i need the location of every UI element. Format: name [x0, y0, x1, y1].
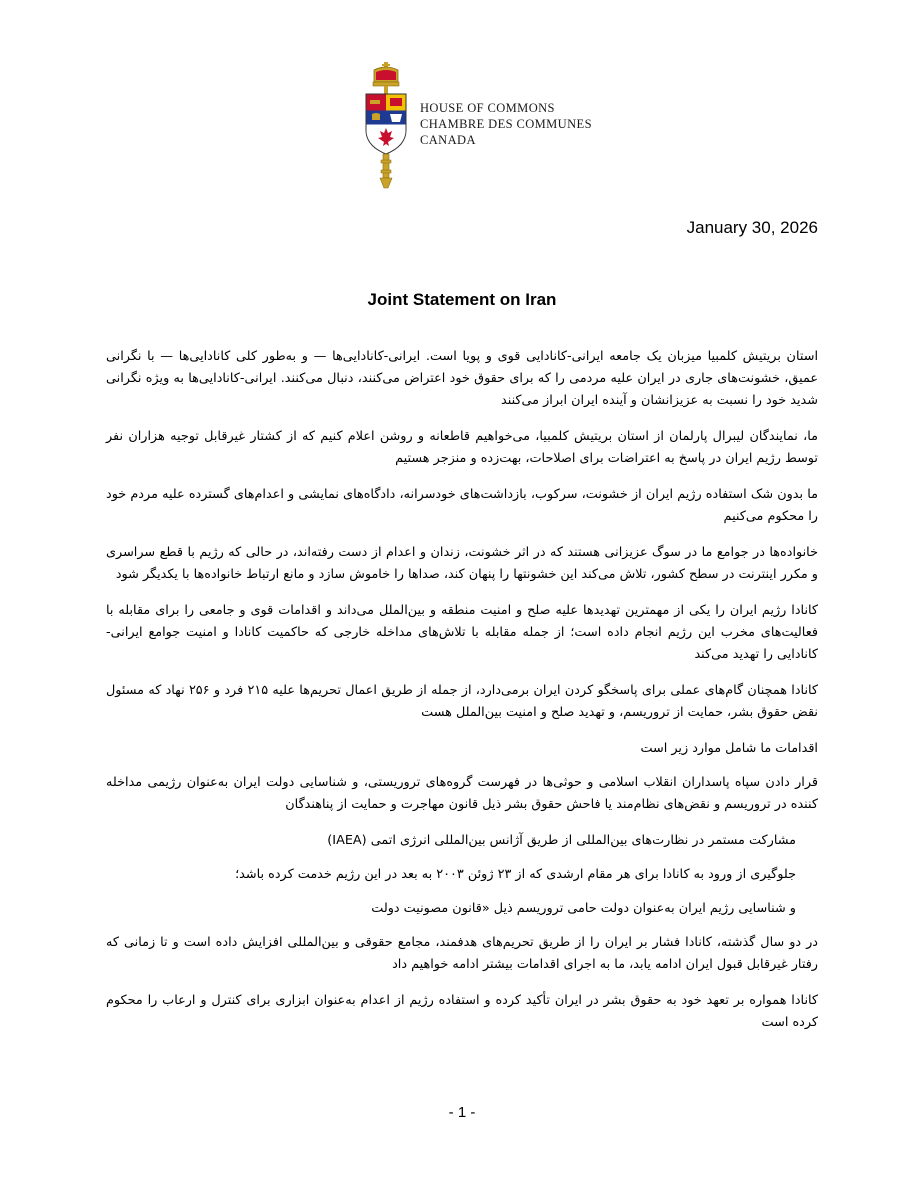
- crown-icon: [373, 62, 399, 86]
- paragraph-human-rights: کانادا همواره بر تعهد خود به حقوق بشر در ایران تأکید کرده و استفاده رژیم از اعدام به‌عنوان ابزاری برای کنترل و ارعاب را محکوم کرده است: [106, 993, 818, 1030]
- paragraph-condemnation: ما بدون شک استفاده رژیم ایران از خشونت، سرکوب، بازداشت‌های خودسرانه، دادگاه‌های نمایشی و اعدام‌های گسترده علیه مردم خود را محکوم می‌کنیم: [106, 487, 818, 524]
- house-of-commons-crest-icon: [358, 60, 420, 190]
- paragraph-pressure: در دو سال گذشته، کانادا فشار بر ایران را از طریق تحریم‌های هدفمند، مجامع حقوقی و بین‌المللی افزایش داده است و تا زمانی که رفتار غیرقابل قبول ایران ادامه یابد، ما به اجرای اقدامات بیشتر ادامه خواهیم داد: [106, 935, 818, 972]
- house-of-commons-wordmark: [420, 100, 592, 148]
- paragraph-mps-statement: ما، نمایندگان لیبرال پارلمان از استان بریتیش کلمبیا، می‌خواهیم قاطعانه و روشن اعلام کنیم که از کشتار غیرقابل توجیه هزاران نفر توسط رژیم ایران در پاسخ به اعتراضات برای اصلاحات، بهت‌زده و منزجر هستیم: [106, 429, 818, 466]
- shield-icon: [366, 94, 406, 154]
- list-item-irgc-listing: قرار دادن سپاه پاسداران انقلاب اسلامی و حوثی‌ها در فهرست گروه‌های تروریستی، و شناسایی دولت ایران به‌عنوان رژیمی مداخله کننده در تروریسم و نقض‌های نظام‌مند یا فاحش حقوق بشر ذیل قانون مهاجرت و حمایت از پناهندگان: [106, 775, 818, 812]
- statement-body: [106, 346, 818, 1048]
- paragraph-community: استان بریتیش کلمبیا میزبان یک جامعه ایرانی-کانادایی قوی و پویا است. ایرانی-کانادایی‌ها — و به‌طور کلی کانادایی‌ها — با نگرانی عمیق، خشونت‌های جاری در ایران علیه مردمی را که برای حقوق خود اعتراض می‌کنند، دنبال می‌کنند. ایرانی-کانادایی‌ها به ویژه نگرانی شدید خود را نسبت به عزیزانشان و آینده ایران ابراز می‌کنند: [106, 349, 818, 408]
- letterhead: [358, 60, 698, 190]
- document-title: Joint Statement on Iran: [367, 290, 557, 309]
- wordmark-line-french: CHAMBRE DES COMMUNES: [420, 117, 592, 131]
- paragraph-threat: کانادا رژیم ایران را یکی از مهمترین تهدیدها علیه صلح و امنیت منطقه و بین‌الملل می‌داند و اقدامات قوی و جامعی را برای مقابله با فعالیت‌های مخرب این رژیم انجام داده است؛ از جمله مقابله با تلاش‌های مداخله خارجی که حاکمیت کانادا و امنیت جوامع ایرانی-کانادایی را تهدید می‌کند: [106, 603, 818, 662]
- paragraph-sanctions: کانادا همچنان گام‌های عملی برای پاسخگو کردن ایران برمی‌دارد، از جمله از طریق اعمال تحریم‌ها علیه ۲۱۵ فرد و ۲۵۶ نهاد که مسئول نقض حقوق بشر، حمایت از تروریسم، و تهدید صلح و امنیت بین‌الملل هست: [106, 683, 818, 720]
- list-item-entry-ban: جلوگیری از ورود به کانادا برای هر مقام ارشدی که از ۲۳ ژوئن ۲۰۰۳ به بعد در این رژیم خدمت کرده باشد؛: [235, 867, 796, 882]
- wordmark-line-english: HOUSE OF COMMONS: [420, 101, 555, 115]
- list-item-iaea: مشارکت مستمر در نظارت‌های بین‌المللی از طریق آژانس بین‌المللی انرژی اتمی (IAEA): [327, 833, 796, 848]
- paragraph-families: خانواده‌ها در جوامع ما در سوگ عزیزانی هستند که در اثر خشونت، زندان و اعدام از دست رفته‌اند، در حالی که رژیم با قطع سراسری و مکرر اینترنت در سطح کشور، تلاش می‌کند این خشونتها را پنهان کند، صداها را خاموش سازد و مانع ارتباط خانواده‌ها با یکدیگر شود: [106, 545, 818, 582]
- page-number: - 1 -: [448, 1104, 476, 1121]
- list-item-terror-sponsor: و شناسایی رژیم ایران به‌عنوان دولت حامی تروریسم ذیل «قانون مصونیت دولت: [371, 901, 796, 916]
- statement-date: January 30, 2026: [686, 218, 818, 237]
- wordmark-line-canada: CANADA: [420, 133, 476, 147]
- paragraph-actions-intro: اقدامات ما شامل موارد زیر است: [640, 741, 818, 756]
